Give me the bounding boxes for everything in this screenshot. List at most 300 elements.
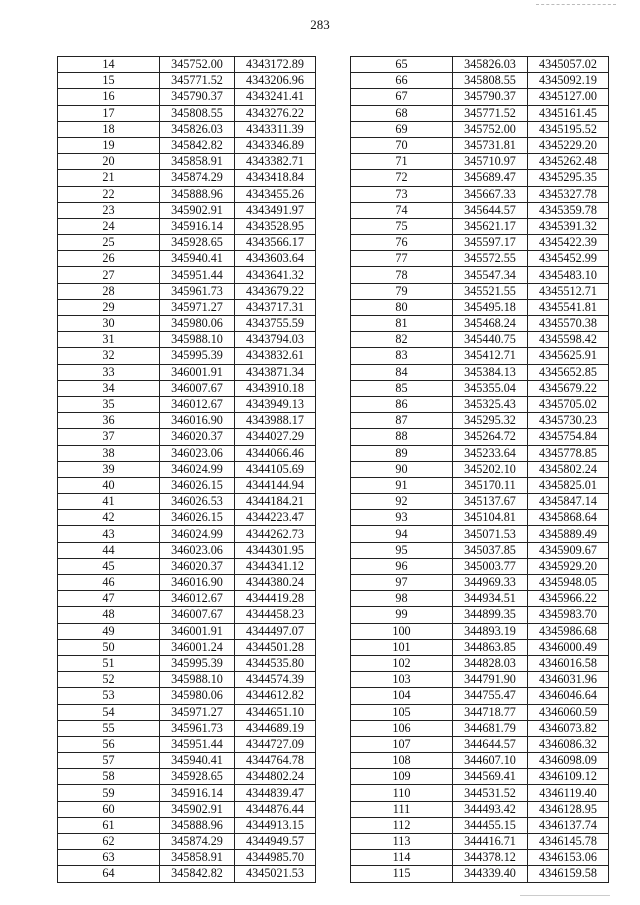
y-coordinate-cell: 4343910.18	[235, 380, 316, 396]
x-coordinate-cell: 345928.65	[160, 235, 235, 251]
x-coordinate-cell: 345874.29	[160, 834, 235, 850]
table-row	[58, 283, 316, 299]
x-coordinate-cell: 345995.39	[160, 348, 235, 364]
point-number-cell: 54	[58, 704, 160, 720]
table-row	[58, 251, 316, 267]
x-coordinate-cell: 345902.91	[160, 801, 235, 817]
point-number-cell: 57	[58, 753, 160, 769]
point-number-cell: 82	[351, 332, 453, 348]
y-coordinate-cell: 4344419.28	[235, 591, 316, 607]
x-coordinate-cell: 345961.73	[160, 720, 235, 736]
table-row	[58, 801, 316, 817]
point-number-cell: 23	[58, 202, 160, 218]
y-coordinate-cell: 4345909.67	[528, 542, 609, 558]
point-number-cell: 65	[351, 57, 453, 73]
table-row	[351, 332, 609, 348]
point-number-cell: 86	[351, 396, 453, 412]
x-coordinate-cell: 345731.81	[453, 137, 528, 153]
y-coordinate-cell: 4343679.22	[235, 283, 316, 299]
x-coordinate-cell: 345874.29	[160, 170, 235, 186]
y-coordinate-cell: 4344501.28	[235, 639, 316, 655]
table-row	[58, 73, 316, 89]
point-number-cell: 67	[351, 89, 453, 105]
point-number-cell: 56	[58, 736, 160, 752]
point-number-cell: 24	[58, 218, 160, 234]
x-coordinate-cell: 345170.11	[453, 477, 528, 493]
y-coordinate-cell: 4345802.24	[528, 461, 609, 477]
y-coordinate-cell: 4343172.89	[235, 57, 316, 73]
x-coordinate-cell: 344493.42	[453, 801, 528, 817]
point-number-cell: 78	[351, 267, 453, 283]
x-coordinate-cell: 346012.67	[160, 396, 235, 412]
x-coordinate-cell: 344828.03	[453, 655, 528, 671]
table-row	[351, 445, 609, 461]
table-row	[351, 380, 609, 396]
y-coordinate-cell: 4345295.35	[528, 170, 609, 186]
y-coordinate-cell: 4345229.20	[528, 137, 609, 153]
y-coordinate-cell: 4345541.81	[528, 299, 609, 315]
point-number-cell: 55	[58, 720, 160, 736]
table-row	[351, 558, 609, 574]
table-body-right	[351, 57, 609, 883]
table-row	[351, 607, 609, 623]
y-coordinate-cell: 4343455.26	[235, 186, 316, 202]
table-row	[351, 202, 609, 218]
point-number-cell: 66	[351, 73, 453, 89]
table-row	[58, 688, 316, 704]
x-coordinate-cell: 345808.55	[453, 73, 528, 89]
point-number-cell: 70	[351, 137, 453, 153]
x-coordinate-cell: 345790.37	[453, 89, 528, 105]
y-coordinate-cell: 4345625.91	[528, 348, 609, 364]
table-row	[351, 429, 609, 445]
table-row	[58, 170, 316, 186]
y-coordinate-cell: 4343528.95	[235, 218, 316, 234]
y-coordinate-cell: 4345778.85	[528, 445, 609, 461]
y-coordinate-cell: 4343311.39	[235, 121, 316, 137]
point-number-cell: 45	[58, 558, 160, 574]
x-coordinate-cell: 345980.06	[160, 688, 235, 704]
y-coordinate-cell: 4345754.84	[528, 429, 609, 445]
table-row	[351, 396, 609, 412]
y-coordinate-cell: 4345262.48	[528, 154, 609, 170]
point-number-cell: 68	[351, 105, 453, 121]
x-coordinate-cell: 345644.57	[453, 202, 528, 218]
point-number-cell: 77	[351, 251, 453, 267]
y-coordinate-cell: 4345391.32	[528, 218, 609, 234]
table-row	[351, 364, 609, 380]
table-row	[58, 542, 316, 558]
table-row	[351, 639, 609, 655]
point-number-cell: 95	[351, 542, 453, 558]
x-coordinate-cell: 345710.97	[453, 154, 528, 170]
table-row	[351, 170, 609, 186]
point-number-cell: 31	[58, 332, 160, 348]
y-coordinate-cell: 4344066.46	[235, 445, 316, 461]
table-row	[351, 57, 609, 73]
x-coordinate-cell: 345355.04	[453, 380, 528, 396]
point-number-cell: 108	[351, 753, 453, 769]
y-coordinate-cell: 4345868.64	[528, 510, 609, 526]
x-coordinate-cell: 344899.35	[453, 607, 528, 623]
table-row	[58, 817, 316, 833]
x-coordinate-cell: 344718.77	[453, 704, 528, 720]
x-coordinate-cell: 346001.91	[160, 364, 235, 380]
x-coordinate-cell: 344893.19	[453, 623, 528, 639]
x-coordinate-cell: 346016.90	[160, 575, 235, 591]
table-row	[58, 510, 316, 526]
point-number-cell: 94	[351, 526, 453, 542]
y-coordinate-cell: 4345512.71	[528, 283, 609, 299]
point-number-cell: 106	[351, 720, 453, 736]
y-coordinate-cell: 4345570.38	[528, 316, 609, 332]
point-number-cell: 104	[351, 688, 453, 704]
y-coordinate-cell: 4344876.44	[235, 801, 316, 817]
table-row	[58, 494, 316, 510]
point-number-cell: 42	[58, 510, 160, 526]
y-coordinate-cell: 4344612.82	[235, 688, 316, 704]
point-number-cell: 99	[351, 607, 453, 623]
y-coordinate-cell: 4346031.96	[528, 672, 609, 688]
x-coordinate-cell: 345988.10	[160, 672, 235, 688]
page-number: 283	[310, 17, 330, 32]
table-row	[58, 834, 316, 850]
point-number-cell: 100	[351, 623, 453, 639]
y-coordinate-cell: 4344802.24	[235, 769, 316, 785]
table-row	[351, 477, 609, 493]
y-coordinate-cell: 4344985.70	[235, 850, 316, 866]
x-coordinate-cell: 346026.15	[160, 510, 235, 526]
x-coordinate-cell: 345384.13	[453, 364, 528, 380]
y-coordinate-cell: 4346159.58	[528, 866, 609, 882]
table-row	[351, 736, 609, 752]
x-coordinate-cell: 344755.47	[453, 688, 528, 704]
point-number-cell: 40	[58, 477, 160, 493]
point-number-cell: 102	[351, 655, 453, 671]
y-coordinate-cell: 4345652.85	[528, 364, 609, 380]
point-number-cell: 59	[58, 785, 160, 801]
table-row	[351, 316, 609, 332]
x-coordinate-cell: 345233.64	[453, 445, 528, 461]
point-number-cell: 83	[351, 348, 453, 364]
table-row	[58, 720, 316, 736]
table-row	[58, 380, 316, 396]
point-number-cell: 96	[351, 558, 453, 574]
y-coordinate-cell: 4344223.47	[235, 510, 316, 526]
x-coordinate-cell: 345916.14	[160, 785, 235, 801]
table-row	[351, 494, 609, 510]
table-row	[58, 736, 316, 752]
y-coordinate-cell: 4344184.21	[235, 494, 316, 510]
point-number-cell: 92	[351, 494, 453, 510]
point-number-cell: 81	[351, 316, 453, 332]
y-coordinate-cell: 4345730.23	[528, 413, 609, 429]
table-row	[58, 623, 316, 639]
y-coordinate-cell: 4344497.07	[235, 623, 316, 639]
x-coordinate-cell: 345752.00	[160, 57, 235, 73]
x-coordinate-cell: 344531.52	[453, 785, 528, 801]
table-row	[351, 672, 609, 688]
x-coordinate-cell: 345521.55	[453, 283, 528, 299]
table-row	[58, 121, 316, 137]
x-coordinate-cell: 345440.75	[453, 332, 528, 348]
table-row	[58, 89, 316, 105]
x-coordinate-cell: 345995.39	[160, 655, 235, 671]
x-coordinate-cell: 345771.52	[160, 73, 235, 89]
point-number-cell: 97	[351, 575, 453, 591]
table-row	[351, 801, 609, 817]
table-row	[351, 866, 609, 882]
table-row	[58, 785, 316, 801]
coordinates-table-right	[350, 56, 609, 883]
y-coordinate-cell: 4346086.32	[528, 736, 609, 752]
table-row	[351, 121, 609, 137]
table-row	[351, 834, 609, 850]
y-coordinate-cell: 4343382.71	[235, 154, 316, 170]
point-number-cell: 90	[351, 461, 453, 477]
y-coordinate-cell: 4345057.02	[528, 57, 609, 73]
point-number-cell: 64	[58, 866, 160, 882]
table-row	[351, 137, 609, 153]
y-coordinate-cell: 4345889.49	[528, 526, 609, 542]
x-coordinate-cell: 345468.24	[453, 316, 528, 332]
x-coordinate-cell: 345752.00	[453, 121, 528, 137]
point-number-cell: 58	[58, 769, 160, 785]
y-coordinate-cell: 4346153.06	[528, 850, 609, 866]
footer-rule	[520, 895, 610, 896]
x-coordinate-cell: 345412.71	[453, 348, 528, 364]
x-coordinate-cell: 346023.06	[160, 445, 235, 461]
y-coordinate-cell: 4345598.42	[528, 332, 609, 348]
x-coordinate-cell: 344339.40	[453, 866, 528, 882]
point-number-cell: 101	[351, 639, 453, 655]
y-coordinate-cell: 4345359.78	[528, 202, 609, 218]
point-number-cell: 47	[58, 591, 160, 607]
point-number-cell: 14	[58, 57, 160, 73]
y-coordinate-cell: 4346000.49	[528, 639, 609, 655]
y-coordinate-cell: 4344105.69	[235, 461, 316, 477]
x-coordinate-cell: 345842.82	[160, 137, 235, 153]
x-coordinate-cell: 346012.67	[160, 591, 235, 607]
x-coordinate-cell: 345888.96	[160, 186, 235, 202]
x-coordinate-cell: 345951.44	[160, 736, 235, 752]
table-row	[351, 688, 609, 704]
point-number-cell: 21	[58, 170, 160, 186]
y-coordinate-cell: 4344027.29	[235, 429, 316, 445]
x-coordinate-cell: 344607.10	[453, 753, 528, 769]
x-coordinate-cell: 344969.33	[453, 575, 528, 591]
table-row	[58, 461, 316, 477]
x-coordinate-cell: 345888.96	[160, 817, 235, 833]
point-number-cell: 87	[351, 413, 453, 429]
point-number-cell: 112	[351, 817, 453, 833]
table-row	[58, 526, 316, 542]
y-coordinate-cell: 4344380.24	[235, 575, 316, 591]
table-row	[58, 445, 316, 461]
point-number-cell: 62	[58, 834, 160, 850]
x-coordinate-cell: 346020.37	[160, 558, 235, 574]
y-coordinate-cell: 4344341.12	[235, 558, 316, 574]
point-number-cell: 52	[58, 672, 160, 688]
point-number-cell: 76	[351, 235, 453, 251]
point-number-cell: 111	[351, 801, 453, 817]
table-row	[58, 866, 316, 882]
y-coordinate-cell: 4344301.95	[235, 542, 316, 558]
x-coordinate-cell: 344569.41	[453, 769, 528, 785]
point-number-cell: 115	[351, 866, 453, 882]
y-coordinate-cell: 4343491.97	[235, 202, 316, 218]
y-coordinate-cell: 4345422.39	[528, 235, 609, 251]
table-row	[351, 850, 609, 866]
y-coordinate-cell: 4345966.22	[528, 591, 609, 607]
coordinates-table-left	[57, 56, 316, 883]
table-row	[58, 137, 316, 153]
point-number-cell: 22	[58, 186, 160, 202]
x-coordinate-cell: 345495.18	[453, 299, 528, 315]
y-coordinate-cell: 4343794.03	[235, 332, 316, 348]
y-coordinate-cell: 4346016.58	[528, 655, 609, 671]
point-number-cell: 109	[351, 769, 453, 785]
x-coordinate-cell: 346001.91	[160, 623, 235, 639]
y-coordinate-cell: 4346145.78	[528, 834, 609, 850]
table-row	[351, 753, 609, 769]
table-row	[58, 186, 316, 202]
point-number-cell: 91	[351, 477, 453, 493]
y-coordinate-cell: 4343832.61	[235, 348, 316, 364]
point-number-cell: 33	[58, 364, 160, 380]
x-coordinate-cell: 346026.15	[160, 477, 235, 493]
point-number-cell: 18	[58, 121, 160, 137]
table-row	[58, 591, 316, 607]
x-coordinate-cell: 345667.33	[453, 186, 528, 202]
table-row	[351, 267, 609, 283]
point-number-cell: 50	[58, 639, 160, 655]
y-coordinate-cell: 4343988.17	[235, 413, 316, 429]
table-row	[351, 154, 609, 170]
y-coordinate-cell: 4344262.73	[235, 526, 316, 542]
point-number-cell: 41	[58, 494, 160, 510]
table-row	[351, 348, 609, 364]
y-coordinate-cell: 4344535.80	[235, 655, 316, 671]
x-coordinate-cell: 345547.34	[453, 267, 528, 283]
y-coordinate-cell: 4346060.59	[528, 704, 609, 720]
x-coordinate-cell: 346007.67	[160, 380, 235, 396]
point-number-cell: 51	[58, 655, 160, 671]
x-coordinate-cell: 344681.79	[453, 720, 528, 736]
table-row	[58, 267, 316, 283]
table-row	[351, 769, 609, 785]
y-coordinate-cell: 4345021.53	[235, 866, 316, 882]
point-number-cell: 36	[58, 413, 160, 429]
table-row	[58, 672, 316, 688]
table-row	[351, 299, 609, 315]
point-number-cell: 71	[351, 154, 453, 170]
table-row	[351, 785, 609, 801]
table-row	[351, 542, 609, 558]
point-number-cell: 16	[58, 89, 160, 105]
y-coordinate-cell: 4343755.59	[235, 316, 316, 332]
y-coordinate-cell: 4344458.23	[235, 607, 316, 623]
y-coordinate-cell: 4343949.13	[235, 396, 316, 412]
x-coordinate-cell: 344378.12	[453, 850, 528, 866]
y-coordinate-cell: 4345986.68	[528, 623, 609, 639]
point-number-cell: 73	[351, 186, 453, 202]
y-coordinate-cell: 4345452.99	[528, 251, 609, 267]
point-number-cell: 113	[351, 834, 453, 850]
x-coordinate-cell: 345902.91	[160, 202, 235, 218]
y-coordinate-cell: 4345092.19	[528, 73, 609, 89]
point-number-cell: 34	[58, 380, 160, 396]
y-coordinate-cell: 4345983.70	[528, 607, 609, 623]
table-row	[351, 623, 609, 639]
x-coordinate-cell: 345621.17	[453, 218, 528, 234]
table-row	[58, 575, 316, 591]
x-coordinate-cell: 346026.53	[160, 494, 235, 510]
x-coordinate-cell: 345790.37	[160, 89, 235, 105]
y-coordinate-cell: 4345705.02	[528, 396, 609, 412]
x-coordinate-cell: 345858.91	[160, 154, 235, 170]
table-row	[351, 218, 609, 234]
point-number-cell: 29	[58, 299, 160, 315]
point-number-cell: 93	[351, 510, 453, 526]
x-coordinate-cell: 345988.10	[160, 332, 235, 348]
point-number-cell: 88	[351, 429, 453, 445]
y-coordinate-cell: 4344727.09	[235, 736, 316, 752]
y-coordinate-cell: 4346073.82	[528, 720, 609, 736]
table-row	[351, 526, 609, 542]
table-row	[351, 575, 609, 591]
point-number-cell: 89	[351, 445, 453, 461]
x-coordinate-cell: 345597.17	[453, 235, 528, 251]
x-coordinate-cell: 344455.15	[453, 817, 528, 833]
table-row	[58, 396, 316, 412]
y-coordinate-cell: 4343346.89	[235, 137, 316, 153]
point-number-cell: 44	[58, 542, 160, 558]
table-row	[58, 607, 316, 623]
table-row	[58, 769, 316, 785]
table-row	[351, 283, 609, 299]
x-coordinate-cell: 345916.14	[160, 218, 235, 234]
x-coordinate-cell: 345826.03	[453, 57, 528, 73]
x-coordinate-cell: 344791.90	[453, 672, 528, 688]
point-number-cell: 107	[351, 736, 453, 752]
y-coordinate-cell: 4343276.22	[235, 105, 316, 121]
y-coordinate-cell: 4343418.84	[235, 170, 316, 186]
point-number-cell: 98	[351, 591, 453, 607]
x-coordinate-cell: 345842.82	[160, 866, 235, 882]
table-row	[58, 753, 316, 769]
table-row	[58, 332, 316, 348]
point-number-cell: 25	[58, 235, 160, 251]
y-coordinate-cell: 4343603.64	[235, 251, 316, 267]
x-coordinate-cell: 345295.32	[453, 413, 528, 429]
point-number-cell: 85	[351, 380, 453, 396]
y-coordinate-cell: 4343871.34	[235, 364, 316, 380]
x-coordinate-cell: 345826.03	[160, 121, 235, 137]
table-row	[58, 850, 316, 866]
y-coordinate-cell: 4344144.94	[235, 477, 316, 493]
x-coordinate-cell: 346024.99	[160, 526, 235, 542]
x-coordinate-cell: 346024.99	[160, 461, 235, 477]
table-row	[351, 235, 609, 251]
point-number-cell: 20	[58, 154, 160, 170]
y-coordinate-cell: 4345161.45	[528, 105, 609, 121]
point-number-cell: 39	[58, 461, 160, 477]
table-row	[351, 186, 609, 202]
y-coordinate-cell: 4343641.32	[235, 267, 316, 283]
table-row	[351, 105, 609, 121]
point-number-cell: 84	[351, 364, 453, 380]
